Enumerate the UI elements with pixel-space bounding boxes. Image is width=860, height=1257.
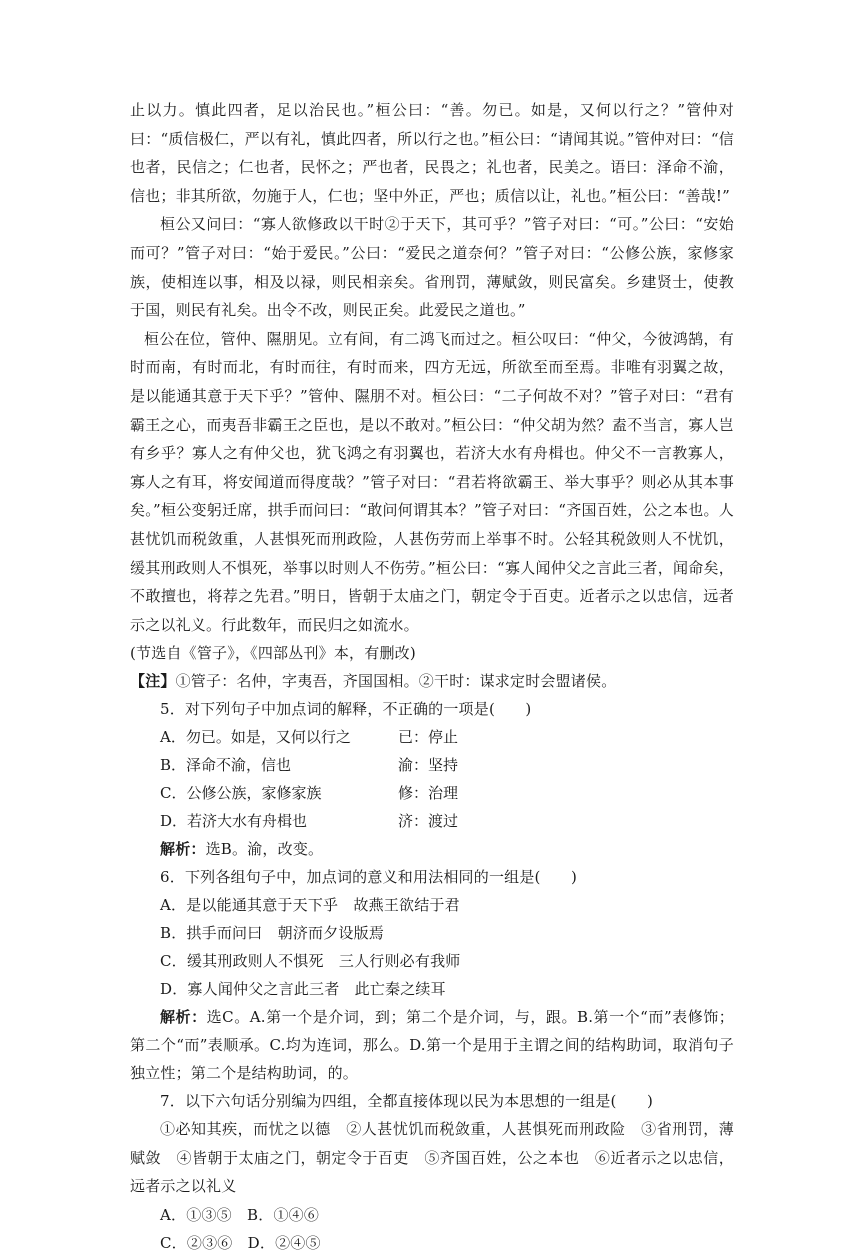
question-6-option-d: D．寡人闻仲父之言此三者 此亡秦之续耳 (160, 980, 446, 999)
question-7-options-cd: C．②③⑥ D．②④⑤ (160, 1234, 321, 1253)
analysis-text: 选C。A.第一个是介词，到；第二个是介词，与，跟。B.第一个“而”表修饰；第二个“而”表顺承。C.均为连词，那么。D.第一个是用于主谓之间的结构助词，取消句子独立性；第二个是结构助词，的。 (130, 1008, 734, 1083)
question-5-option-a (130, 723, 734, 751)
option-sentence: A．勿已。如是，又何以行之 (160, 728, 351, 747)
option-gloss: 已：停止 (398, 728, 459, 747)
question-5-analysis (130, 835, 734, 863)
passage-paragraph-2: 桓公又问曰：“寡人欲修政以干时②于天下，其可乎？”管子对曰：“可。”公曰：“安始而可？”管子对曰：“始于爱民。”公曰：“爱民之道奈何？”管子对曰：“公修公族，家修家族，使相连以事，相及以禄，则民相亲矣。省刑罚，薄赋敛，则民富矣。乡建贤士，使教于国，则民有礼矣。出令不改，则民正矣。此爱民之道也。” (130, 215, 734, 320)
question-7-stem: 7．以下六句话分别编为四组，全都直接体现以民为本思想的一组是( ) (160, 1092, 654, 1111)
analysis-label: 解析： (160, 1008, 207, 1027)
question-5-stem: 5．对下列句子中加点词的解释，不正确的一项是( ) (160, 700, 532, 719)
note-text: ①管子：名仲，字夷吾，齐国国相。②干时：谋求定时会盟诸侯。 (175, 672, 617, 691)
question-6-option-a: A．是以能通其意于天下乎 故燕王欲结于君 (160, 896, 460, 915)
document-page (130, 96, 734, 1257)
question-6-stem: 6．下列各组句子中，加点词的意义和用法相同的一组是( ) (160, 868, 578, 887)
question-5-option-b (130, 751, 734, 779)
question-5-option-d (130, 807, 734, 835)
question-7-options-ab: A．①③⑤ B．①④⑥ (160, 1206, 320, 1225)
question-6-option-c: C．缓其刑政则人不惧死 三人行则必有我师 (160, 952, 461, 971)
analysis-label: 解析： (160, 840, 206, 859)
passage-paragraph-3: 桓公在位，管仲、隰朋见。立有间，有二鸿飞而过之。桓公叹曰：“仲父，今彼鸿鹄，有时而南，有时而北，有时而往，有时而来，四方无远，所欲至而至焉。非唯有羽翼之故，是以能通其意于天下乎？”管仲、隰朋不对。桓公曰：“二子何故不对？”管子对曰：“君有霸王之心，而夷吾非霸王之臣也，是以不敢对。”桓公曰：“仲父胡为然？盍不当言，寡人岂有乡乎？寡人之有仲父也，犹飞鸿之有羽翼也，若济大水有舟楫也。仲父不一言教寡人，寡人之有耳，将安闻道而得度哉？”管子对曰：“君若将欲霸王、举大事乎？则必从其本事矣。”桓公变躬迁席，拱手而问曰：“敢问何谓其本？”管子对曰：“齐国百姓，公之本也。人甚忧饥而税敛重，人甚惧死而刑政险，人甚伤劳而上举事不时。公轻其税敛则人不忧饥，缓其刑政则人不惧死，举事以时则人不伤劳。”桓公曰：“寡人闻仲父之言此三者，闻命矣，不敢擅也，将荐之先君。”明日，皆朝于太庙之门，朝定令于百吏。近者示之以忠信，远者示之以礼义。行此数年，而民归之如流水。 (130, 329, 734, 634)
note-label: 【注】 (130, 672, 176, 691)
passage-paragraph-1: 止以力。慎此四者，足以治民也。”桓公曰：“善。勿已。如是，又何以行之？”管仲对曰：“质信极仁，严以有礼，慎此四者，所以行之也。”桓公曰：“请闻其说。”管仲对曰：“信也者，民信之；仁也者，民怀之；严也者，民畏之；礼也者，民美之。语曰：泽命不渝，信也；非其所欲，勿施于人，仁也；坚中外正，严也；质信以让，礼也。”桓公曰：“善哉!” (130, 101, 734, 205)
option-sentence: B．泽命不渝，信也 (160, 756, 292, 775)
option-sentence: C．公修公族，家修家族 (160, 784, 322, 803)
option-gloss: 济：渡过 (398, 812, 459, 831)
option-gloss: 渝：坚持 (398, 756, 459, 775)
analysis-text: 选B。渝，改变。 (205, 840, 324, 859)
question-5-option-c (130, 779, 734, 807)
question-7-items: ①必知其疾，而忧之以德 ②人甚忧饥而税敛重，人甚惧死而刑政险 ③省刑罚，薄赋敛 ④皆朝于太庙之门，朝定令于百吏 ⑤齐国百姓，公之本也 ⑥近者示之以忠信，远者示之以礼义 (130, 1120, 734, 1196)
source-citation: (节选自《管子》，《四部丛刊》本，有删改) (130, 644, 416, 663)
question-6-analysis (130, 1003, 734, 1087)
option-gloss: 修：治理 (398, 784, 459, 803)
annotation-note (130, 667, 734, 695)
question-6-option-b: B．拱手而问曰 朝济而夕设版焉 (160, 924, 385, 943)
option-sentence: D．若济大水有舟楫也 (160, 812, 308, 831)
